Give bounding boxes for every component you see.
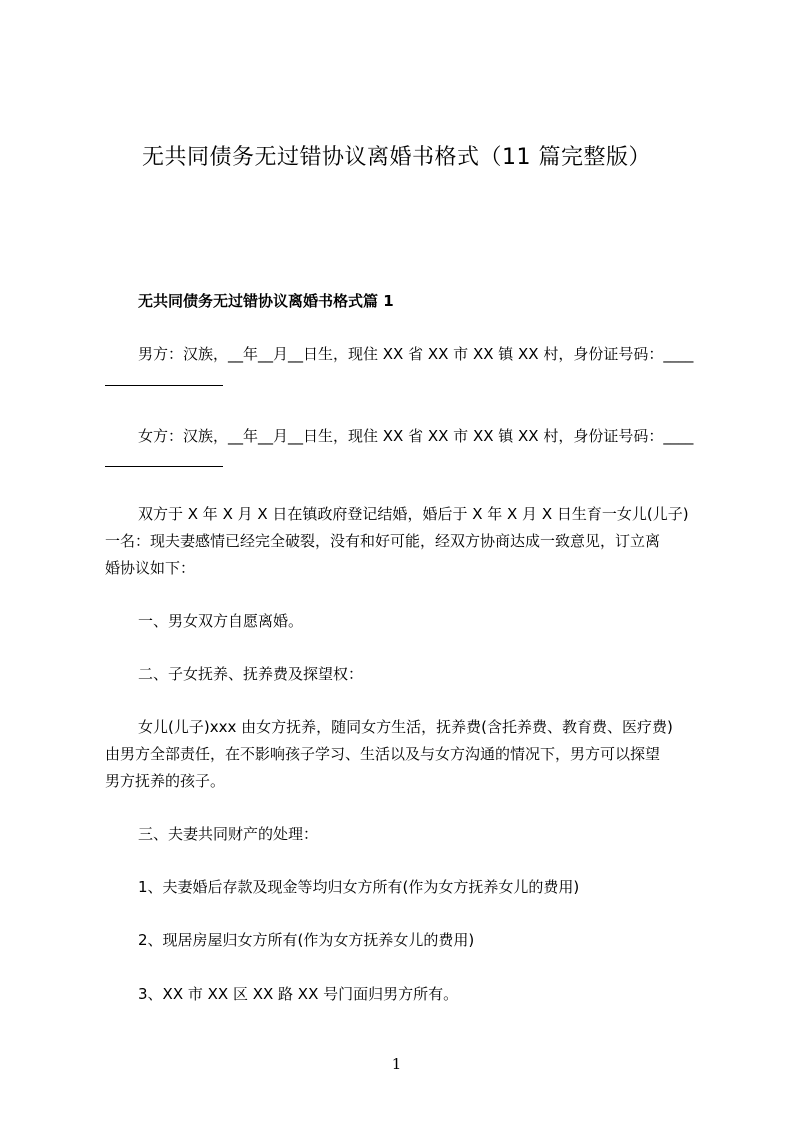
marriage-intro-line-3: 婚协议如下：	[105, 559, 196, 577]
custody-line-2: 由男方全部责任，在不影响孩子学习、生活以及与女方沟通的情况下，男方可以探望	[105, 745, 661, 763]
property-item-2: 2、现居房屋归女方所有(作为女方抚养女儿的费用)	[138, 931, 475, 949]
female-id-blank-line	[105, 466, 223, 467]
male-party-line: 男方：汉族，__年__月__日生，现住 XX 省 XX 市 XX 镇 XX 村，身份证号码：____	[138, 345, 694, 363]
property-item-3: 3、XX 市 XX 区 XX 路 XX 号门面归男方所有。	[138, 985, 459, 1003]
marriage-intro-line-1: 双方于 X 年 X 月 X 日在镇政府登记结婚，婚后于 X 年 X 月 X 日生育一女儿(儿子)	[138, 505, 689, 523]
custody-line-1: 女儿(儿子)xxx 由女方抚养，随同女方生活，抚养费(含托养费、教育费、医疗费)	[138, 718, 673, 736]
section-heading: 无共同债务无过错协议离婚书格式篇 1	[138, 292, 394, 310]
female-party-line: 女方：汉族，__年__月__日生，现住 XX 省 XX 市 XX 镇 XX 村，身份证号码：____	[138, 427, 694, 445]
page-number: 1	[391, 1055, 402, 1073]
property-item-1: 1、夫妻婚后存款及现金等均归女方所有(作为女方抚养女儿的费用)	[138, 878, 580, 896]
document-title: 无共同债务无过错协议离婚书格式（11 篇完整版）	[142, 145, 651, 170]
clause-custody-heading: 二、子女抚养、抚养费及探望权：	[138, 665, 364, 683]
male-id-blank-line	[105, 385, 223, 386]
marriage-intro-line-2: 一名：现夫妻感情已经完全破裂，没有和好可能，经双方协商达成一致意见，订立离	[105, 532, 661, 550]
custody-line-3: 男方抚养的孩子。	[105, 772, 226, 790]
clause-property-heading: 三、夫妻共同财产的处理：	[138, 825, 319, 843]
clause-divorce: 一、男女双方自愿离婚。	[138, 612, 304, 630]
